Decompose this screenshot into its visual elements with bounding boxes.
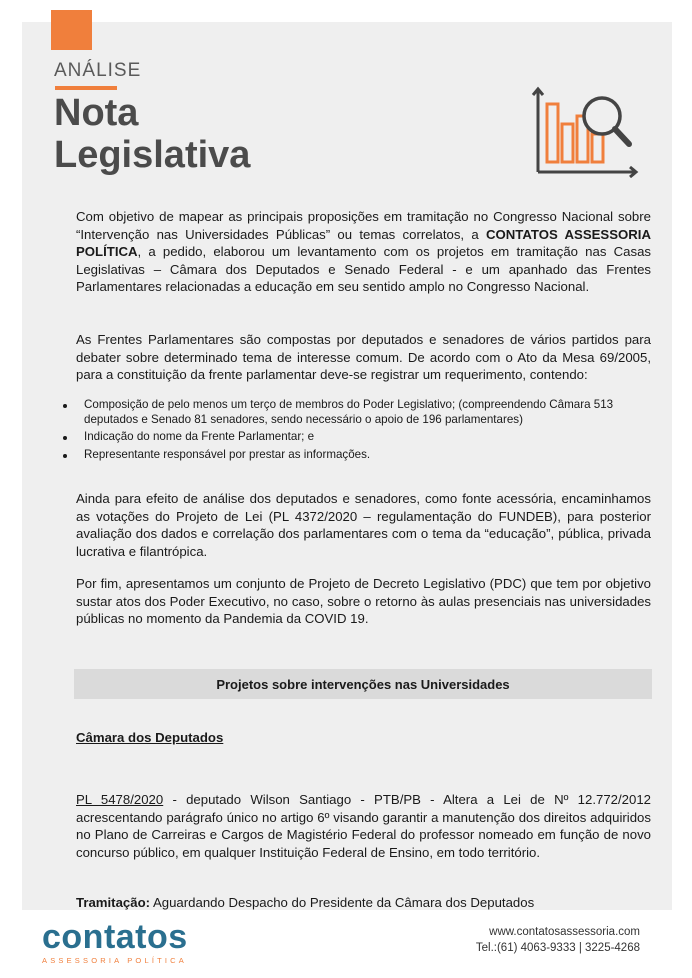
footer-tagline: ASSESSORIA POLÍTICA — [42, 956, 187, 965]
footer-phone: Tel.:(61) 4063-9333 | 3225-4268 — [475, 942, 640, 954]
list-item: Indicação do nome da Frente Parlamentar; e — [60, 430, 652, 445]
page-title-line1: Nota — [54, 92, 139, 134]
intro-paragraph-4: Por fim, apresentamos um conjunto de Projeto de Decreto Legislativo (PDC) que tem por objetivo sustar atos dos Poder Executivo, no caso, sobre o retorno às aulas presenciais nas universidades públicas no momento da Pandemia da COVID 19. — [76, 576, 651, 627]
chart-magnifier-icon — [530, 86, 642, 178]
header-kicker: ANÁLISE — [54, 60, 142, 81]
intro-paragraph-1 — [76, 208, 651, 296]
list-item: Composição de pelo menos um terço de membros do Poder Legislativo; (compreendendo Câmara 513 deputados e Senado 81 senadores, sendo necessário o apoio de 196 parlamentares) — [60, 398, 652, 427]
intro-p1-company: CONTATOS ASSESSORIA POLÍTICA — [76, 226, 651, 260]
bill-entry — [76, 791, 651, 861]
requirements-list — [60, 398, 652, 465]
page-title-line2: Legislativa — [54, 134, 251, 176]
intro-p1-part-b: , a pedido, elaborou um levantamento com os projetos em tramitação nas Casas Legislativas – Câmara dos Deputados e Senado Federal - e um apanhado das Frentes Parlamentares relacionadas a educação em seu sentido amplo no Congresso Nacional. — [76, 244, 651, 295]
intro-paragraph-2: As Frentes Parlamentares são compostas por deputados e senadores de vários partidos para debater sobre determinado tema de interesse comum. De acordo com o Ato da Mesa 69/2005, para a constituição da frente parlamentar deve-se registrar um requerimento, contendo: — [76, 332, 651, 383]
bill-description: - deputado Wilson Santiago - PTB/PB - Altera a Lei de Nº 12.772/2012 acrescentando parágrafo único no artigo 6º visando garantir a manutenção dos direitos adquiridos no Plano de Carreiras e Cargos de Magistério Federal do professor nomeado em função de novo concurso público, em qualquer Instituição Federal de Ensino, em todo território. — [76, 792, 651, 860]
footer-logo: contatos — [42, 918, 188, 956]
footer-website: www.contatosassessoria.com — [489, 926, 640, 938]
chamber-subheading: Câmara dos Deputados — [76, 730, 224, 745]
header-accent-square — [51, 10, 92, 50]
bill-code: PL 5478/2020 — [76, 792, 164, 807]
page-title — [54, 92, 250, 176]
list-item: Representante responsável por prestar as informações. — [60, 448, 652, 463]
intro-paragraph-3: Ainda para efeito de análise dos deputados e senadores, como fonte acessória, encaminhamos as votações do Projeto de Lei (PL 4372/2020 – regulamentação do FUNDEB), para posterior avaliação dos dados e correlação dos parlamentares com o tema da “educação”, pública, privada lucrativa e filantrópica. — [76, 491, 651, 559]
kicker-underline — [55, 86, 117, 90]
bill-status-label: Tramitação: — [76, 895, 151, 910]
bill-status-text: Aguardando Despacho do Presidente da Câmara dos Deputados — [150, 895, 535, 910]
bill-status — [76, 894, 651, 912]
intro-p1-part-a: Com objetivo de mapear as principais proposições em tramitação no Congresso Nacional sobre “Intervenção nas Universidades Públicas” ou temas correlatos, a — [76, 209, 651, 242]
section-title-band: Projetos sobre intervenções nas Universidades — [74, 669, 652, 699]
